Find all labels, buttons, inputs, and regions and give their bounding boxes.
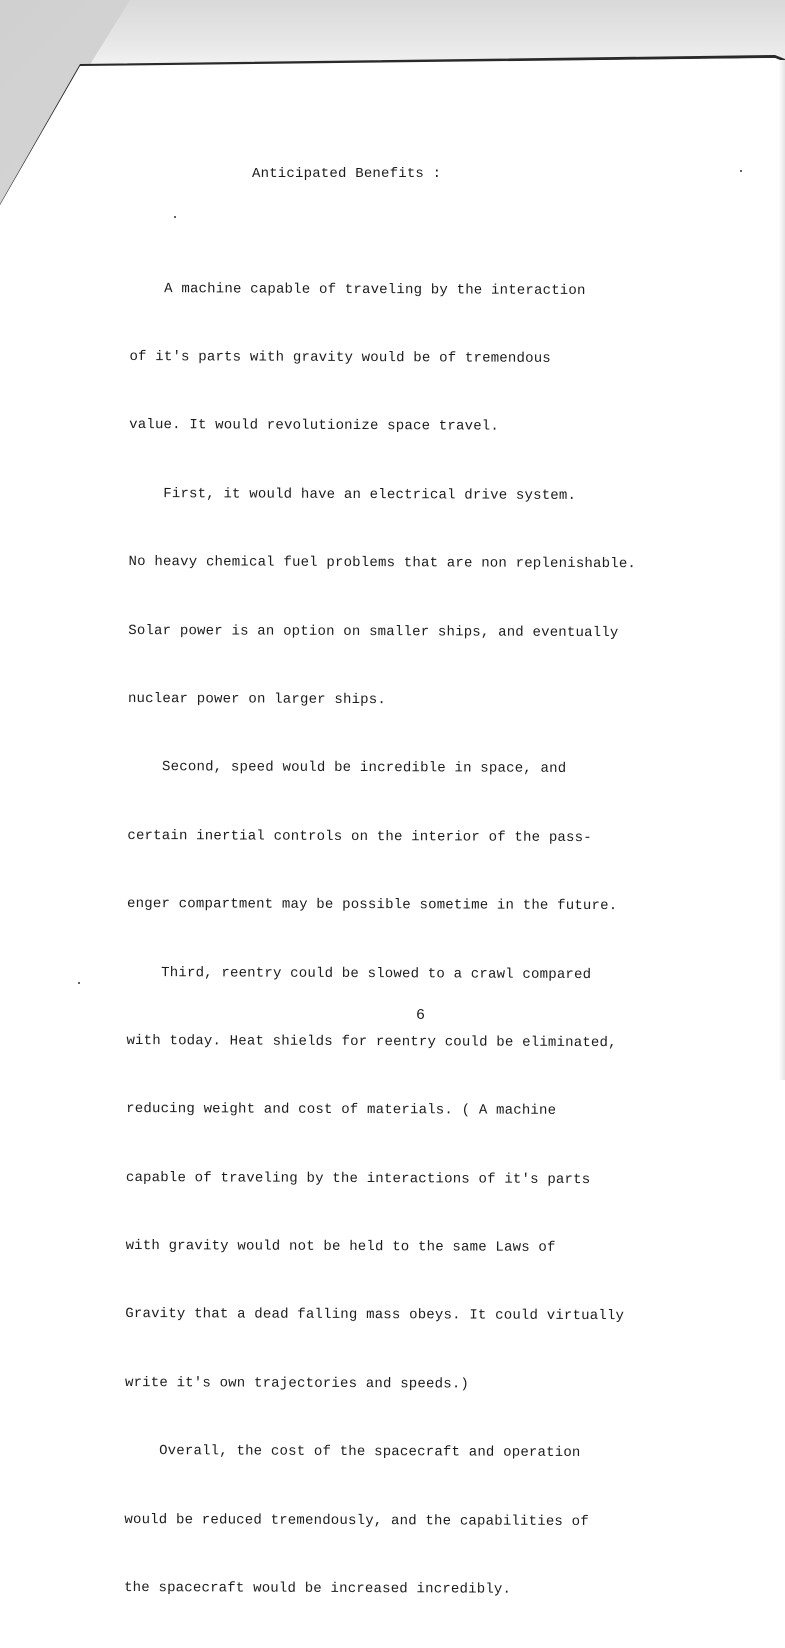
body-line: A machine capable of traveling by the interaction — [129, 280, 586, 299]
body-line: would be reduced tremendously, and the capabilities of — [124, 1511, 589, 1530]
body-line: enger compartment may be possible sometime in the future. — [127, 896, 618, 915]
body-line: Second, speed would be incredible in space, and — [127, 759, 567, 778]
body-line: nuclear power on larger ships. — [127, 690, 387, 709]
body-line: Solar power is an option on smaller ships, and eventually — [128, 622, 619, 641]
body-line: No heavy chemical fuel problems that are non replenishable. — [128, 554, 637, 573]
body-line: Overall, the cost of the spacecraft and operation — [124, 1443, 581, 1462]
body-line: certain inertial controls on the interior of the pass- — [127, 827, 592, 846]
scan-speck — [78, 982, 80, 984]
scan-speck — [740, 170, 742, 172]
body-line: capable of traveling by the interactions of it's parts — [125, 1169, 591, 1188]
body-line: Gravity that a dead falling mass obeys. It could virtually — [125, 1306, 625, 1325]
body-line: Third, reentry could be slowed to a crawl compared — [126, 964, 592, 983]
scan-speck — [174, 216, 176, 218]
body-line: value. It would revolutionize space travel. — [129, 417, 500, 435]
body-line: reducing weight and cost of materials. ( A machine — [126, 1101, 557, 1120]
page-number: 6 — [416, 1007, 426, 1024]
body-line: First, it would have an electrical drive system. — [128, 485, 577, 504]
page-heading: Anticipated Benefits : — [252, 166, 442, 182]
body-line: of it's parts with gravity would be of tremendous — [129, 348, 551, 367]
body-line: with today. Heat shields for reentry could be eliminated, — [126, 1032, 617, 1052]
body-line: with gravity would not be held to the same Laws of — [125, 1238, 556, 1256]
paper-right-edge — [779, 60, 785, 1080]
body-line: write it's own trajectories and speeds.) — [124, 1374, 470, 1393]
body-line: the spacecraft would be increased incredibly. — [124, 1580, 512, 1598]
body-paragraphs — [124, 232, 638, 1648]
